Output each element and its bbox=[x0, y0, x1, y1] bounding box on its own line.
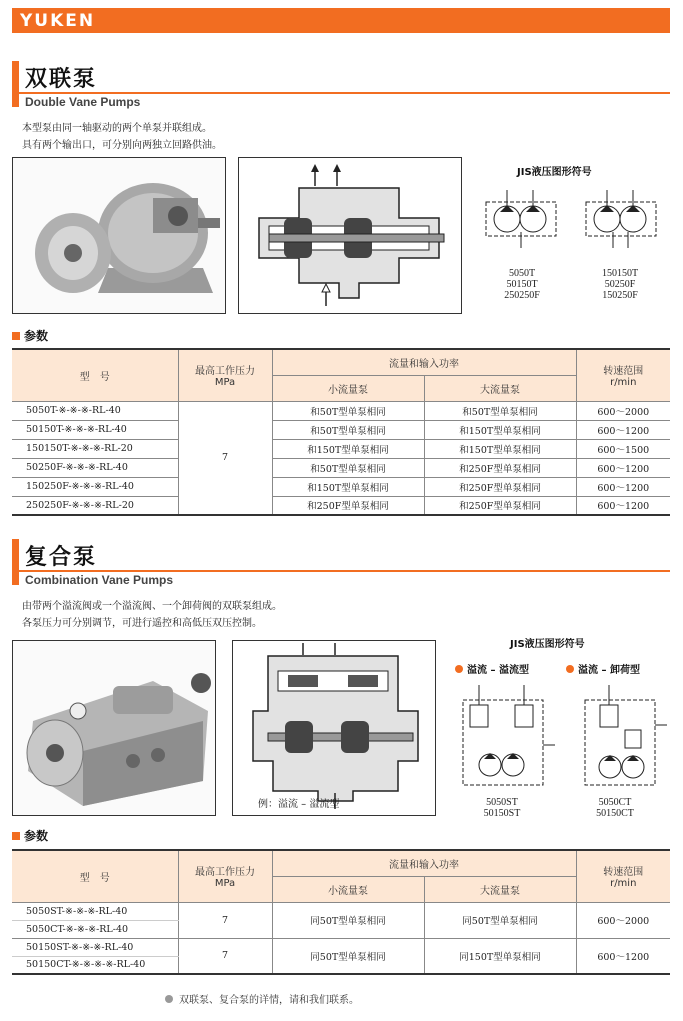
section-subtitle: Double Vane Pumps bbox=[25, 95, 141, 109]
brand-logo: YUKEN bbox=[20, 11, 96, 31]
param-heading: 参数 bbox=[12, 827, 48, 844]
section-accent-bar bbox=[12, 61, 19, 107]
col-header-speed: 转速范围 r/min bbox=[576, 349, 670, 401]
section-description: 由带两个溢流阀或一个溢流阀、一个卸荷阀的双联泵组成。 各泵压力可分别调节，可进行遥控和高低压双压控制。 bbox=[22, 601, 282, 629]
table-row: 5050CT-※-※-※-RL-40 bbox=[12, 920, 670, 938]
circle-bullet-icon bbox=[455, 665, 463, 673]
jis-symbol-double-pump bbox=[478, 190, 668, 250]
symbol-label-right: 150150T 50250F 150250F bbox=[601, 268, 639, 301]
type-label-relief-unload: 溢流 – 卸荷型 bbox=[566, 661, 640, 676]
spec-table-double bbox=[12, 348, 670, 516]
section-title: 复合泵 bbox=[25, 545, 98, 570]
section-divider bbox=[19, 92, 670, 94]
square-bullet-icon bbox=[12, 332, 20, 340]
col-header-speed: 转速范围 r/min bbox=[576, 850, 670, 902]
combination-pump-image bbox=[13, 641, 215, 815]
circle-bullet-icon bbox=[165, 995, 173, 1003]
pressure-cell: 7 bbox=[178, 401, 272, 515]
table-row: 50150T-※-※-※-RL-40 和50T型单泵相同 和150T型单泵相同 600～1200 bbox=[12, 420, 670, 439]
param-heading: 参数 bbox=[12, 327, 48, 344]
diagram-caption: 例：溢流 – 溢流型 bbox=[258, 799, 340, 810]
jis-symbol-combination bbox=[455, 685, 670, 790]
table-row: 5050ST-※-※-※-RL-40 7 同50T型单泵相同 同50T型单泵相同 600～2000 bbox=[12, 902, 670, 920]
type-label-relief-relief: 溢流 – 溢流型 bbox=[455, 661, 529, 676]
spec-table-combination bbox=[12, 849, 670, 975]
circle-bullet-icon bbox=[566, 665, 574, 673]
section-title: 双联泵 bbox=[25, 67, 98, 92]
section-subtitle: Combination Vane Pumps bbox=[25, 573, 174, 587]
table-row: 150250F-※-※-※-RL-40 和150T型单泵相同 和250F型单泵相同 600～1200 bbox=[12, 477, 670, 496]
square-bullet-icon bbox=[12, 832, 20, 840]
table-row: 5050T-※-※-※-RL-40 7 和50T型单泵相同 和50T型单泵相同 600～2000 bbox=[12, 401, 670, 420]
combination-cutaway-drawing bbox=[233, 641, 435, 815]
col-header-large: 大流量泵 bbox=[424, 375, 576, 401]
jis-symbol-title: JIS液压图形符号 bbox=[510, 639, 585, 650]
col-header-large: 大流量泵 bbox=[424, 876, 576, 902]
jis-symbol-title: JIS液压图形符号 bbox=[517, 167, 592, 178]
cross-section-diagram bbox=[232, 640, 436, 816]
cross-section-diagram bbox=[238, 157, 462, 314]
table-row: 150150T-※-※-※-RL-20 和150T型单泵相同 和150T型单泵相同 600～1500 bbox=[12, 439, 670, 458]
table-row: 250250F-※-※-※-RL-20 和250F型单泵相同 和250F型单泵相同 600～1200 bbox=[12, 496, 670, 515]
pump-cutaway-drawing bbox=[239, 158, 461, 313]
footer-note: 双联泵、复合泵的详情，请和我们联系。 bbox=[165, 991, 359, 1006]
double-pump-image bbox=[13, 158, 225, 313]
table-row: 50150CT-※-※-※-※-RL-40 bbox=[12, 956, 670, 974]
section-description: 本型泵由同一轴驱动的两个单泵并联组成。 具有两个输出口，可分别向两独立回路供油。 bbox=[22, 123, 222, 151]
symbol-label-right: 5050CT 50150CT bbox=[596, 797, 634, 819]
pump-photo bbox=[12, 157, 226, 314]
symbol-label-left: 5050T 50150T 250250F bbox=[504, 268, 540, 301]
section-accent-bar bbox=[12, 539, 19, 585]
symbol-label-left: 5050ST 50150ST bbox=[483, 797, 521, 819]
header-bar bbox=[12, 8, 670, 33]
col-header-small: 小流量泵 bbox=[272, 375, 424, 401]
pump-photo bbox=[12, 640, 216, 816]
col-header-pressure: 最高工作压力 MPa bbox=[178, 850, 272, 902]
col-header-model: 型 号 bbox=[12, 349, 178, 401]
section-divider bbox=[19, 570, 670, 572]
col-header-small: 小流量泵 bbox=[272, 876, 424, 902]
table-row: 50250F-※-※-※-RL-40 和50T型单泵相同 和250F型单泵相同 600～1200 bbox=[12, 458, 670, 477]
col-header-flow: 流量和输入功率 bbox=[272, 349, 576, 375]
col-header-model: 型 号 bbox=[12, 850, 178, 902]
col-header-flow: 流量和输入功率 bbox=[272, 850, 576, 876]
table-row: 50150ST-※-※-※-RL-40 7 同50T型单泵相同 同150T型单泵相同 600～1200 bbox=[12, 938, 670, 956]
col-header-pressure: 最高工作压力 MPa bbox=[178, 349, 272, 401]
